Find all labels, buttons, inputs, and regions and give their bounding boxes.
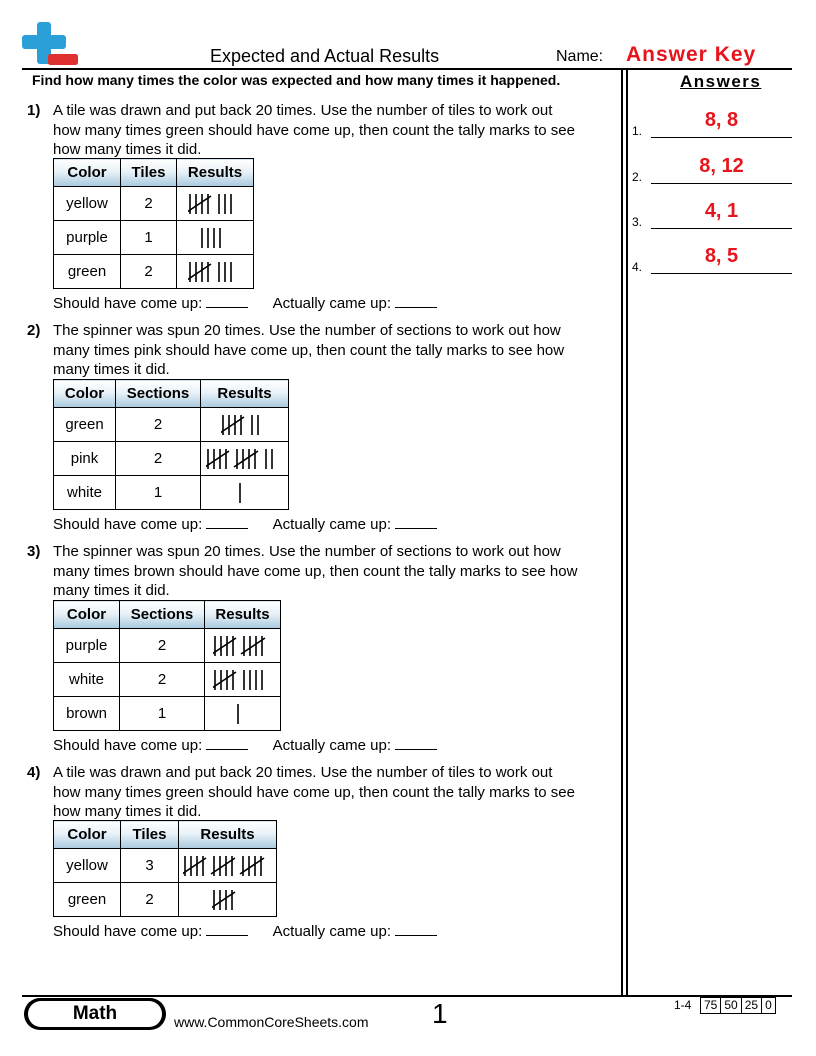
count-cell: 2: [121, 255, 177, 289]
column-divider: [621, 70, 623, 995]
question-number: 3): [27, 543, 41, 560]
score-cell: 25: [741, 998, 761, 1013]
question-line: many times it did.: [53, 582, 170, 599]
tally-marks-icon: [188, 260, 242, 284]
count-cell: 1: [121, 221, 177, 255]
color-cell: white: [54, 476, 116, 510]
color-cell: green: [54, 883, 121, 917]
table-row: [54, 849, 277, 883]
column-header: Color: [54, 821, 121, 849]
question-line: how many times it did.: [53, 803, 202, 820]
count-cell: 2: [121, 883, 179, 917]
color-cell: yellow: [54, 849, 121, 883]
tally-marks-icon: [238, 481, 251, 505]
column-header: Color: [54, 380, 116, 408]
should-label: Should have come up:: [53, 923, 203, 940]
should-label: Should have come up:: [53, 737, 203, 754]
count-cell: 2: [116, 442, 201, 476]
tally-marks-icon: [213, 634, 273, 658]
answer-key-label: Answer Key: [626, 43, 757, 66]
actually-blank[interactable]: [395, 515, 437, 529]
question-line: A tile was drawn and put back 20 times. Use the number of tiles to work out: [53, 102, 553, 119]
color-cell: green: [54, 255, 121, 289]
count-cell: 2: [116, 408, 201, 442]
count-cell: 1: [120, 697, 205, 731]
footer-rule: [22, 995, 792, 997]
should-blank[interactable]: [206, 515, 248, 529]
count-cell: 3: [121, 849, 179, 883]
color-cell: green: [54, 408, 116, 442]
answer-value: 8, 5: [704, 245, 739, 267]
subject-badge: [24, 998, 166, 1030]
question-number: 1): [27, 102, 41, 119]
score-box: [700, 997, 776, 1014]
actually-label: Actually came up:: [272, 516, 392, 533]
question-line: many times pink should have come up, then count the tally marks to see how: [53, 341, 565, 359]
tally-cell: [205, 663, 281, 697]
answer-value: 8, 12: [699, 155, 744, 177]
column-header: Color: [54, 159, 121, 187]
tally-marks-icon: [236, 702, 249, 726]
question-number: 4): [27, 764, 41, 781]
data-table: [53, 379, 289, 510]
actually-label: Actually came up:: [272, 923, 392, 940]
column-header: Results: [205, 601, 281, 629]
answer-blanks: [53, 736, 437, 754]
question-text: [53, 321, 613, 380]
column-header: Color: [54, 601, 120, 629]
answers-heading: Answers: [680, 72, 762, 91]
column-header: Sections: [116, 380, 201, 408]
question-line: many times brown should have come up, then count the tally marks to see how: [53, 562, 578, 580]
should-blank[interactable]: [206, 736, 248, 750]
count-cell: 2: [121, 187, 177, 221]
answer-row: [632, 242, 792, 274]
table-row: [54, 221, 254, 255]
table-row: [54, 883, 277, 917]
answer-value: 8, 8: [704, 109, 739, 131]
color-cell: brown: [54, 697, 120, 731]
column-header: Tiles: [121, 159, 177, 187]
actually-label: Actually came up:: [272, 295, 392, 312]
data-table: [53, 600, 281, 731]
table-row: [54, 629, 281, 663]
question-line: how many times green should have come up, then count the tally marks to see: [53, 783, 575, 801]
count-cell: 2: [120, 663, 205, 697]
answer-value: 4, 1: [704, 200, 739, 222]
table-row: [54, 663, 281, 697]
tally-marks-icon: [213, 668, 273, 692]
color-cell: white: [54, 663, 120, 697]
column-divider: [626, 70, 628, 995]
answer-row: [632, 106, 792, 138]
column-header: Results: [201, 380, 289, 408]
question-line: A tile was drawn and put back 20 times. Use the number of tiles to work out: [53, 764, 553, 781]
data-table: [53, 158, 254, 289]
tally-cell: [177, 255, 254, 289]
tally-cell: [205, 697, 281, 731]
should-blank[interactable]: [206, 294, 248, 308]
column-header: Tiles: [121, 821, 179, 849]
actually-blank[interactable]: [395, 294, 437, 308]
score-range-label: 1-4: [674, 998, 692, 1012]
color-cell: yellow: [54, 187, 121, 221]
data-table: [53, 820, 277, 917]
answer-number: 4.: [632, 260, 643, 274]
tally-cell: [201, 408, 289, 442]
table-row: [54, 697, 281, 731]
question-line: how many times green should have come up, then count the tally marks to see: [53, 121, 575, 139]
actually-blank[interactable]: [395, 922, 437, 936]
tally-marks-icon: [221, 413, 269, 437]
count-cell: 2: [120, 629, 205, 663]
column-header: Results: [177, 159, 254, 187]
score-cell: 50: [720, 998, 740, 1013]
tally-marks-icon: [200, 226, 231, 250]
question-text: [53, 101, 613, 160]
tally-marks-icon: [206, 447, 283, 471]
table-row: [54, 442, 289, 476]
answer-row: [632, 152, 792, 184]
question-line: many times it did.: [53, 361, 170, 378]
should-blank[interactable]: [206, 922, 248, 936]
score-cell: 0: [761, 998, 775, 1013]
count-cell: 1: [116, 476, 201, 510]
subject-label: Math: [28, 1001, 162, 1027]
should-label: Should have come up:: [53, 516, 203, 533]
question-line: how many times it did.: [53, 141, 202, 158]
table-row: [54, 255, 254, 289]
worksheet-title: Expected and Actual Results: [210, 46, 440, 66]
question-text: [53, 542, 613, 601]
site-url: www.CommonCoreSheets.com: [174, 1014, 369, 1030]
tally-marks-icon: [188, 192, 242, 216]
question-line: The spinner was spun 20 times. Use the number of sections to work out how: [53, 322, 561, 339]
question-line: The spinner was spun 20 times. Use the number of sections to work out how: [53, 543, 561, 560]
tally-cell: [201, 476, 289, 510]
header-rule: [22, 68, 792, 70]
color-cell: purple: [54, 629, 120, 663]
column-header: Sections: [120, 601, 205, 629]
name-label: Name:: [556, 48, 604, 65]
score-cell: 75: [704, 998, 718, 1012]
table-row: [54, 476, 289, 510]
table-row: [54, 408, 289, 442]
answer-number: 3.: [632, 215, 643, 229]
tally-cell: [201, 442, 289, 476]
answer-number: 2.: [632, 170, 643, 184]
instructions: Find how many times the color was expected and how many times it happened.: [32, 72, 561, 88]
answer-number: 1.: [632, 124, 643, 138]
color-cell: pink: [54, 442, 116, 476]
answer-blanks: [53, 515, 437, 533]
tally-cell: [179, 849, 277, 883]
tally-cell: [179, 883, 277, 917]
color-cell: purple: [54, 221, 121, 255]
tally-cell: [177, 221, 254, 255]
question-text: [53, 763, 613, 822]
actually-label: Actually came up:: [272, 737, 392, 754]
tally-marks-icon: [212, 888, 243, 912]
question-number: 2): [27, 322, 41, 339]
column-header: Results: [179, 821, 277, 849]
plus-minus-logo-icon: [22, 22, 80, 68]
answer-blanks: [53, 922, 437, 940]
tally-cell: [205, 629, 281, 663]
actually-blank[interactable]: [395, 736, 437, 750]
tally-cell: [177, 187, 254, 221]
table-row: [54, 187, 254, 221]
answer-blanks: [53, 294, 437, 312]
page-number: 1: [432, 998, 448, 1029]
tally-marks-icon: [183, 854, 272, 878]
should-label: Should have come up:: [53, 295, 203, 312]
answer-row: [632, 197, 792, 229]
